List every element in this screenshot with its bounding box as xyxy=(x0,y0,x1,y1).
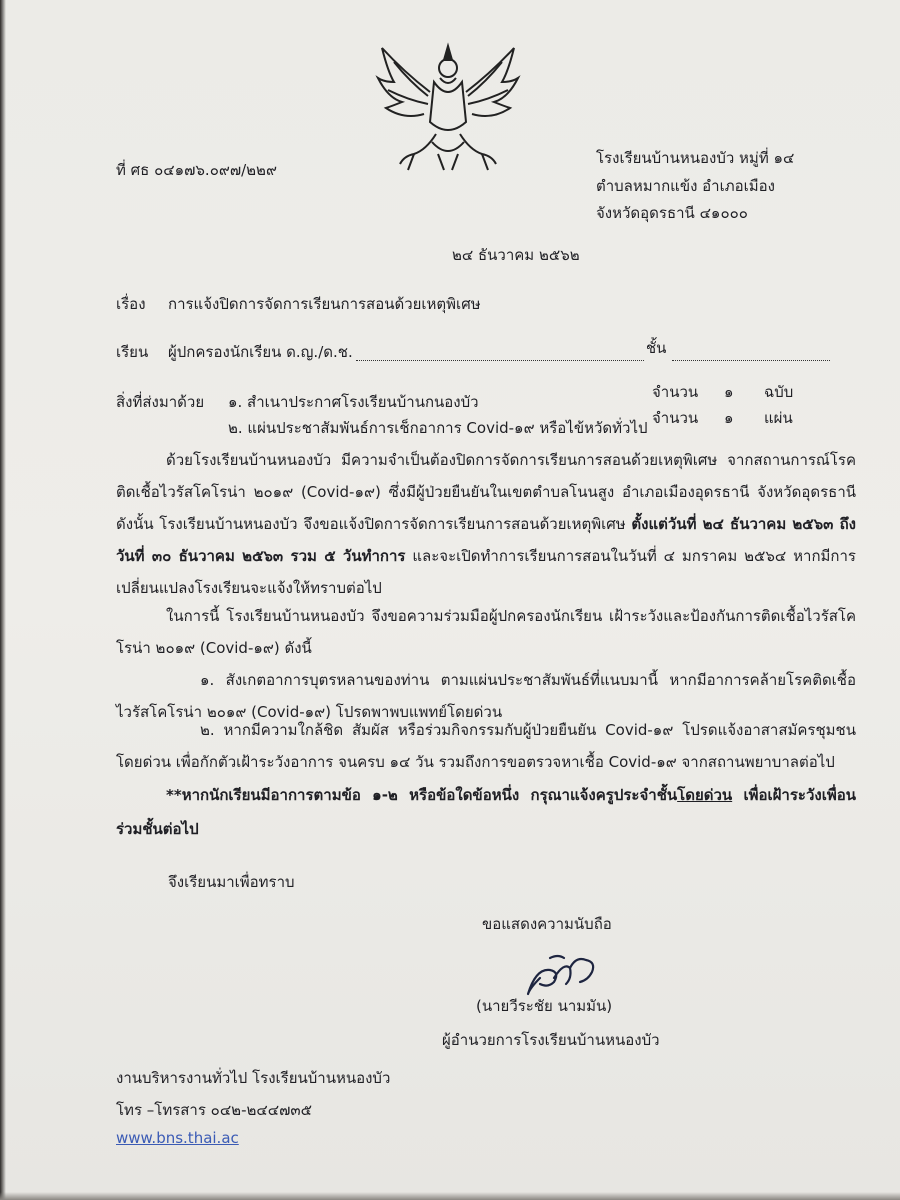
enclosure-item-1: ๑. สำเนาประกาศโรงเรียนบ้านกนองบัว xyxy=(228,393,479,411)
urgent-note-text-b: เพื่อเฝ้าระวังเพื่อนร่วมชั้นต่อไป xyxy=(116,786,856,838)
closing-line: จึงเรียนมาเพื่อทราบ xyxy=(168,873,295,891)
enclosure-2-qty-label: จำนวน xyxy=(652,409,699,427)
enclosures-label: สิ่งที่ส่งมาด้วย xyxy=(116,393,205,411)
signatory-position: ผู้อำนวยการโรงเรียนบ้านหนองบัว xyxy=(442,1031,660,1049)
recipient-text: ผู้ปกครองนักเรียน ด.ญ./ด.ช. xyxy=(168,343,353,361)
student-name-blank xyxy=(356,346,644,361)
letter-date: ๒๔ ธันวาคม ๒๕๖๒ xyxy=(452,246,580,264)
signatory-name: (นายวีระชัย นามมัน) xyxy=(476,997,613,1015)
photo-shadow-bottom xyxy=(0,1192,900,1200)
enclosure-1-qty-label: จำนวน xyxy=(652,383,699,401)
paragraph-1-text-a: ด้วยโรงเรียนบ้านหนองบัว มีความจำเป็นต้องปิดการจัดการเรียนการสอนด้วยเหตุพิเศษ จากสถานการณ์โรคติดเชื้อไวรัสโคโรน่า ๒๐๑๙ (Covid-๑๙) ซึ่งมีผู้ป่วยยืนยันในเขตตำบลโนนสูง อำเภอเมืองอุดรธานี จังหวัดอุดรธานี ดังนั้น โรงเรียนบ้านหนองบัว จึงขอแจ้งปิดการจัดการเรียนการสอนด้วยเหตุพิเศษ xyxy=(116,451,856,533)
class-label: ชั้น xyxy=(646,339,667,357)
paragraph-1-text-b: และจะเปิดทำการเรียนการสอนในวันที่ ๔ มกราคม ๒๕๖๔ หากมีการเปลี่ยนแปลงโรงเรียนจะแจ้งให้ทราบต่อไป xyxy=(116,547,856,597)
subject-text: การแจ้งปิดการจัดการเรียนการสอนด้วยเหตุพิเศษ xyxy=(168,295,481,313)
enclosure-2-unit: แผ่น xyxy=(764,409,793,427)
reference-number: ที่ ศธ ๐๔๑๗๖.๐๙๗/๒๒๙ xyxy=(116,161,277,179)
closure-dates-bold: ตั้งแต่วันที่ ๒๔ ธันวาคม ๒๕๖๓ ถึงวันที่ ๓๐ ธันวาคม ๒๕๖๓ รวม ๕ วันทำการ xyxy=(116,515,856,565)
school-address-line-3: จังหวัดอุดรธานี ๔๑๐๐๐ xyxy=(596,204,748,222)
footer-phone: โทร –โทรสาร ๐๔๒-๒๔๔๗๓๕ xyxy=(116,1101,312,1119)
subject-label: เรื่อง xyxy=(116,295,146,313)
regards-text: ขอแสดงความนับถือ xyxy=(482,915,612,933)
urgent-note-underlined: โดยด่วน xyxy=(677,786,733,804)
enclosure-2-qty: ๑ xyxy=(724,409,734,427)
garuda-emblem-icon xyxy=(374,42,522,174)
photo-shadow-left xyxy=(0,0,6,1200)
body-paragraph-2: ในการนี้ โรงเรียนบ้านหนองบัว จึงขอความร่วมมือผู้ปกครองนักเรียน เฝ้าระวังและป้องกันการติดเชื้อไวรัสโคโรน่า ๒๐๑๙ (Covid-๑๙) ดังนี้ xyxy=(116,607,856,657)
class-blank xyxy=(672,346,830,361)
school-address-line-1: โรงเรียนบ้านหนองบัว หมู่ที่ ๑๔ xyxy=(596,149,795,167)
instruction-item-1: ๑. สังเกตอาการบุตรหลานของท่าน ตามแผ่นประชาสัมพันธ์ที่แนบมานี้ หากมีอาการคล้ายโรคติดเชื้อไวรัสโคโรน่า ๒๐๑๙ (Covid-๑๙) โปรดพาพบแพทย์โดยด่วน xyxy=(116,671,856,721)
enclosure-item-2: ๒. แผ่นประชาสัมพันธ์การเช็กอาการ Covid-๑๙ หรือไข้หวัดทั่วไป xyxy=(228,419,648,437)
footer-website-link[interactable]: www.bns.thai.ac xyxy=(116,1129,239,1147)
recipient-label: เรียน xyxy=(116,343,149,361)
signature-image xyxy=(510,948,610,996)
urgent-note-text-a: **หากนักเรียนมีอาการตามข้อ ๑-๒ หรือข้อใดข้อหนึ่ง กรุณาแจ้งครูประจำชั้น xyxy=(166,786,678,804)
enclosure-1-unit: ฉบับ xyxy=(764,383,794,401)
body-paragraph-1 xyxy=(116,444,856,604)
instruction-item-2: ๒. หากมีความใกล้ชิด สัมผัส หรือร่วมกิจกรรมกับผู้ป่วยยืนยัน Covid-๑๙ โปรดแจ้งอาสาสมัครชุมชนโดยด่วน เพื่อกักตัวเฝ้าระวังอาการ จนครบ ๑๔ วัน รวมถึงการขอตรวจหาเชื้อ Covid-๑๙ จากสถานพยาบาลต่อไป xyxy=(116,721,856,771)
urgent-note xyxy=(116,778,856,846)
enclosure-1-qty: ๑ xyxy=(724,383,734,401)
school-address-line-2: ตำบลหมากแข้ง อำเภอเมือง xyxy=(596,177,775,195)
footer-department: งานบริหารงานทั่วไป โรงเรียนบ้านหนองบัว xyxy=(116,1069,391,1087)
